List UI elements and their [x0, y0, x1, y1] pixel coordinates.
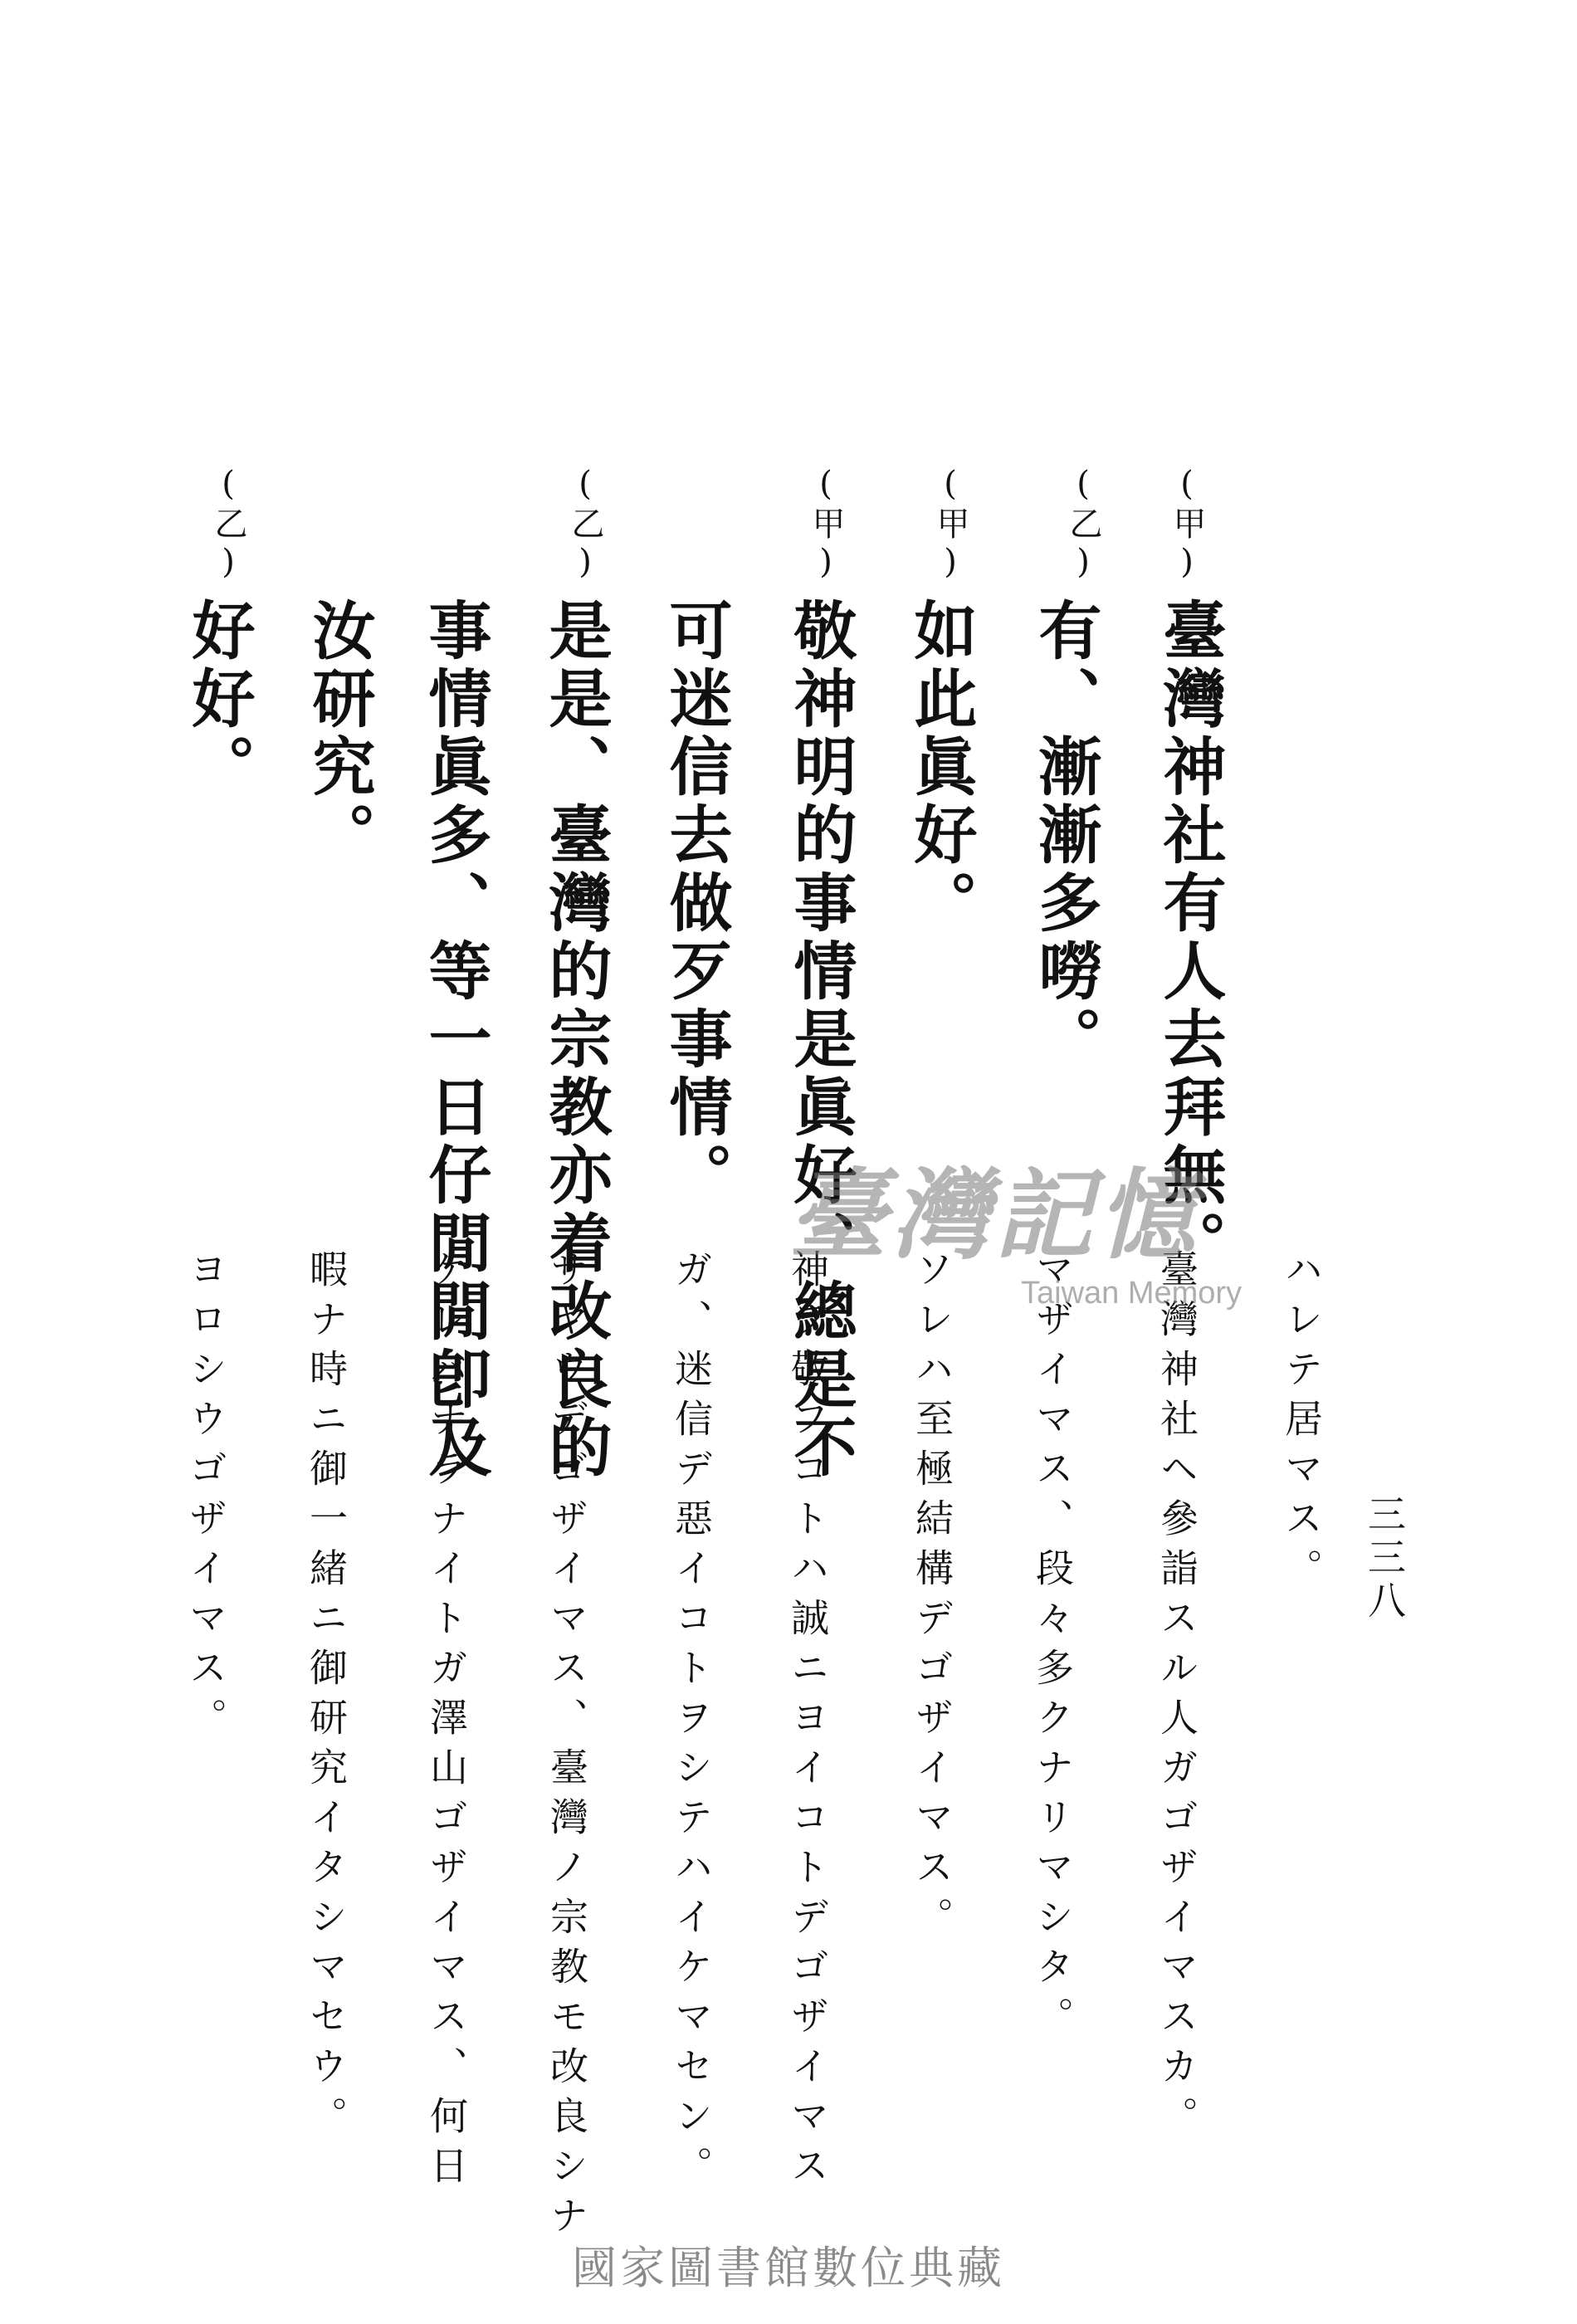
speaker-label: (乙) — [1064, 465, 1102, 584]
dialogue-line: 事情眞多、等一日仔閒閒卽及 — [418, 598, 492, 1482]
dialogue-line: 敬神明的事情是眞好、總是不 — [784, 598, 857, 1482]
translation-line: ケレバナラナイトガ澤山ゴザイマス、何日 — [424, 1249, 469, 2195]
dialogue-line: 可迷信去做歹事情。 — [659, 598, 733, 1210]
watermark-subtitle: Taiwan Memory — [1021, 1276, 1243, 1311]
speaker-label: (甲) — [807, 465, 845, 584]
speaker-label: (甲) — [931, 465, 969, 584]
page-number: 三三八 — [1362, 1494, 1407, 1623]
watermark-title: 臺灣記憶 — [788, 1157, 1201, 1272]
translation-line: ガ、迷信デ惡イコトヲシテハイケマセン。 — [669, 1249, 714, 2195]
dialogue-line: 臺灣神社有人去拜無。 — [1153, 598, 1227, 1278]
speaker-label: (乙) — [209, 465, 247, 584]
translation-line: ヨロシウゴザイマス。 — [183, 1249, 228, 1747]
translation-line: 暇ナ時ニ御一緒ニ御研究イタシマセウ。 — [304, 1249, 349, 2146]
translation-line: 臺灣神社ヘ參詣スル人ガゴザイマスカ。 — [1155, 1249, 1199, 2146]
speaker-label: (甲) — [1168, 465, 1206, 584]
dialogue-line: 如此眞好。 — [904, 598, 978, 938]
dialogue-line: 好好。 — [182, 598, 256, 802]
translation-line: ハレテ居マス。 — [1279, 1249, 1324, 1598]
speaker-label: (乙) — [566, 465, 604, 584]
dialogue-line: 有、漸漸多嘮。 — [1028, 598, 1102, 1074]
dialogue-line: 是是、臺灣的宗教亦着改良的 — [539, 598, 613, 1482]
translation-line: ソレハ至極結構デゴザイマス。 — [910, 1249, 954, 1946]
dialogue-line: 汝研究。 — [302, 598, 376, 870]
footer-credit: 國家圖書館數位典藏 — [572, 2242, 1005, 2294]
translation-line: マザイマス、段々多クナリマシタ。 — [1030, 1249, 1075, 2046]
translation-line: 神ヲ敬フコトハ誠ニヨイコトデゴザイマス — [785, 1249, 830, 2195]
translation-line: サヤウデゴザイマス、臺灣ノ宗教モ改良シナ — [544, 1249, 589, 2245]
